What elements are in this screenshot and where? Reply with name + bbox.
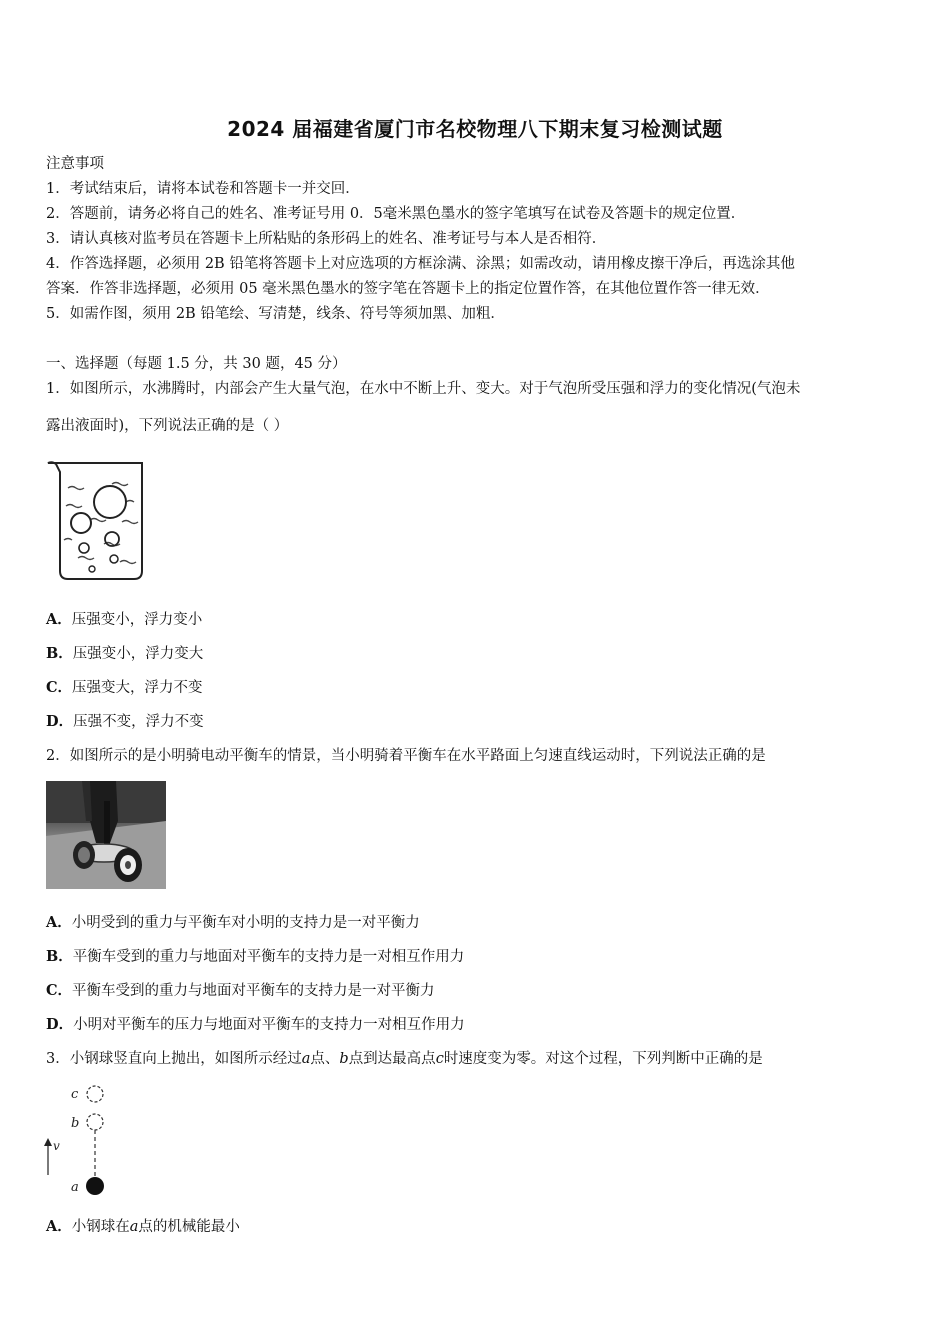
option-label: A． [46, 611, 72, 628]
option-text: 压强变大，浮力不变 [72, 680, 203, 696]
notice-item: 2．答题前，请务必将自己的姓名、准考证号用 0．5毫米黑色墨水的签字笔填写在试卷及答题卡的规定位置． [46, 206, 746, 222]
var-c: c [435, 1051, 444, 1067]
option-label: C． [46, 982, 73, 999]
notice-item: 3．请认真核对监考员在答题卡上所粘贴的条形码上的姓名、准考证号与本人是否相符． [46, 231, 607, 247]
option-c [46, 676, 203, 697]
option-b [46, 642, 203, 663]
option-label: D． [46, 1016, 74, 1033]
option-a [46, 911, 420, 932]
option-d [46, 1013, 465, 1034]
option-label: D． [46, 713, 74, 730]
var-a: a [301, 1051, 311, 1067]
option-label: B． [46, 645, 73, 662]
question-1-text-cont: 露出液面时)，下列说法正确的是（ ） [46, 418, 289, 434]
balance-scooter-photo [46, 781, 166, 889]
option-text: 平衡车受到的重力与地面对平衡车的支持力是一对平衡力 [72, 983, 435, 999]
option-a [46, 608, 202, 629]
notice-item: 1．考试结束后，请将本试卷和答题卡一并交回． [46, 181, 360, 197]
option-label: C． [46, 679, 73, 696]
option-label: A． [46, 1218, 72, 1235]
option-text: 压强变小，浮力变大 [72, 646, 204, 662]
section-heading: 一、选择题（每题 1.5 分，共 30 题，45 分） [46, 356, 347, 372]
option-text: 小明对平衡车的压力与地面对平衡车的支持力一对相互作用力 [73, 1017, 465, 1033]
option-text: 小明受到的重力与平衡车对小明的支持力是一对平衡力 [71, 915, 420, 931]
option-label: A． [46, 914, 72, 931]
question-2-text: 2．如图所示的是小明骑电动平衡车的情景，当小明骑着平衡车在水平路面上匀速直线运动时，下列说法正确的是 [46, 748, 766, 764]
option-c [46, 979, 435, 1000]
var-b: b [339, 1051, 349, 1067]
label-a: a [71, 1180, 79, 1195]
option-label: B． [46, 948, 73, 965]
notice-item: 4．作答选择题，必须用 2B 铅笔将答题卡上对应选项的方框涂满、涂黑；如需改动，请用橡皮擦干净后，再选涂其他 [46, 256, 795, 272]
label-b: b [71, 1116, 80, 1131]
label-v: v [53, 1139, 60, 1153]
option-text: 压强变小，浮力变小 [71, 612, 203, 628]
beaker-figure [46, 458, 146, 583]
option-a: A．小钢球在a点的机械能最小 [46, 1218, 240, 1235]
ball-trajectory-figure [40, 1080, 130, 1205]
notice-item: 5．如需作图，须用 2B 铅笔绘、写清楚，线条、符号等须加黑、加粗． [46, 306, 505, 322]
notice-heading: 注意事项 [46, 156, 104, 172]
option-d [46, 710, 204, 731]
label-c: c [71, 1087, 79, 1102]
option-text: 平衡车受到的重力与地面对平衡车的支持力是一对相互作用力 [72, 949, 465, 965]
question-1-text: 1．如图所示，水沸腾时，内部会产生大量气泡，在水中不断上升、变大。对于气泡所受压强和浮力的变化情况(气泡未 [46, 381, 801, 397]
question-3-text: 3．小钢球竖直向上抛出，如图所示经过a点、b点到达最高点c时速度变为零。对这个过程，下列判断中正确的是 [46, 1051, 763, 1067]
option-b [46, 945, 464, 966]
page-title: 2024 届福建省厦门市名校物理八下期末复习检测试题 [227, 117, 723, 141]
option-text: 压强不变，浮力不变 [73, 714, 204, 730]
notice-item: 答案．作答非选择题，必须用 05 毫米黑色墨水的签字笔在答题卡上的指定位置作答，在其他位置作答一律无效． [46, 281, 770, 297]
